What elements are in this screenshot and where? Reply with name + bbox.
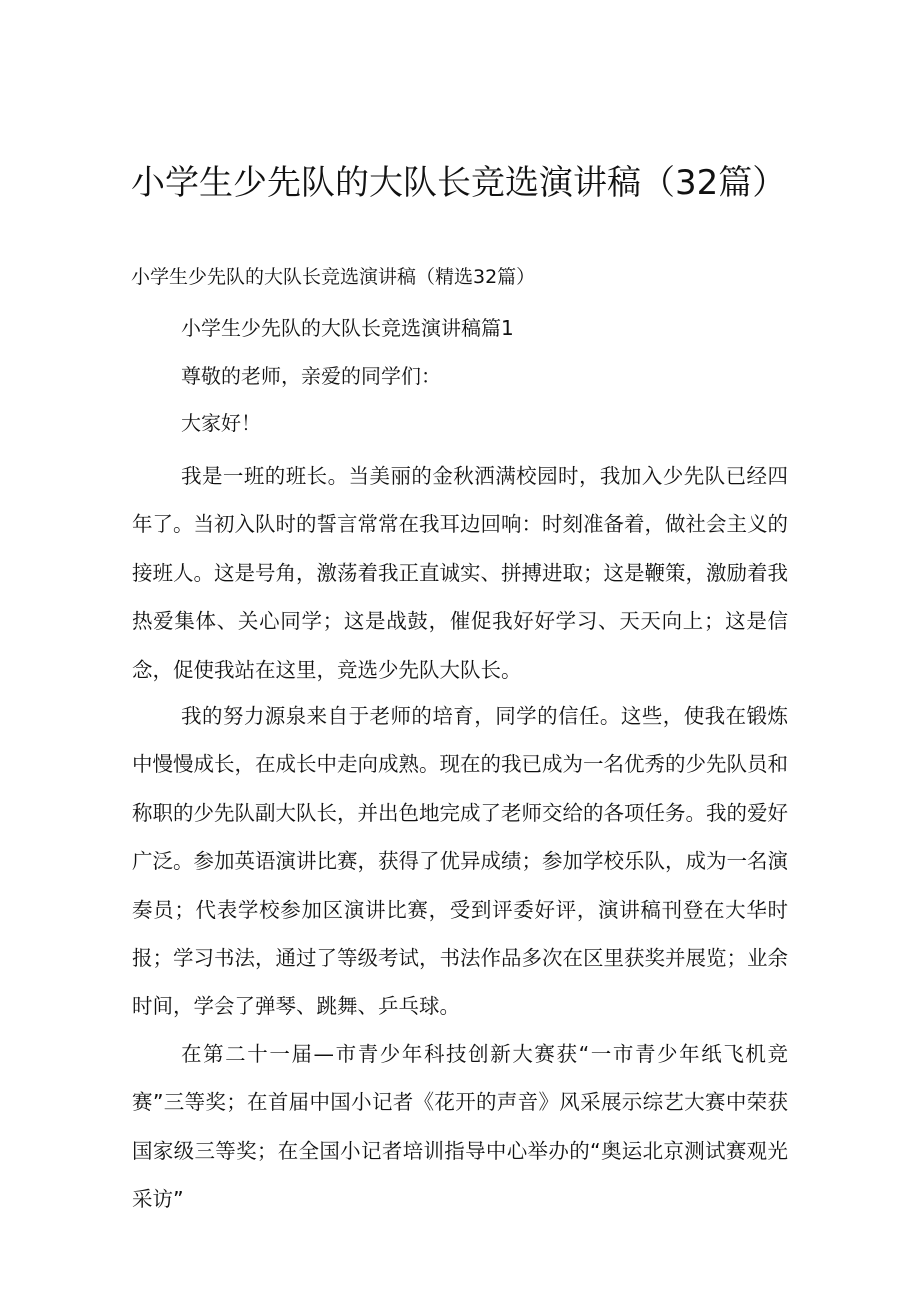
paragraph-1: 我是一班的班长。当美丽的金秋洒满校园时，我加入少先队已经四年了。当初入队时的誓言常常在我耳边回响：时刻准备着，做社会主义的接班人。这是号角，激荡着我正直诚实、拼搏进取；这是鞭策，激励着我热爱集体、关心同学；这是战鼓，催促我好好学习、天天向上；这是信念，促使我站在这里，竞选少先队大队长。 [132,464,788,682]
paragraph-2: 我的努力源泉来自于老师的培育，同学的信任。这些，使我在锻炼中慢慢成长，在成长中走向成熟。现在的我已成为一名优秀的少先队员和称职的少先队副大队长，并出色地完成了老师交给的各项任务。我的爱好广泛。参加英语演讲比赛，获得了优异成绩；参加学校乐队，成为一名演奏员；代表学校参加区演讲比赛，受到评委好评，演讲稿刊登在大华时报；学习书法，通过了等级考试，书法作品多次在区里获奖并展览；业余时间，学会了弹琴、跳舞、乒乓球。 [132,704,788,1019]
greeting: 大家好！ [181,411,261,435]
document-subtitle: 小学生少先队的大队长竞选演讲稿（精选32篇） [131,266,536,288]
document-title: 小学生少先队的大队长竞选演讲稿（32篇） [131,163,787,203]
salutation: 尊敬的老师，亲爱的同学们： [181,364,441,388]
section-heading: 小学生少先队的大队长竞选演讲稿篇1 [181,316,514,340]
paragraph-3: 在第二十一届—市青少年科技创新大赛获“一市青少年纸飞机竞赛”三等奖；在首届中国小记者《花开的声音》风采展示综艺大赛中荣获国家级三等奖；在全国小记者培训指导中心举办的“奥运北京测试赛观光采访” [132,1042,788,1212]
